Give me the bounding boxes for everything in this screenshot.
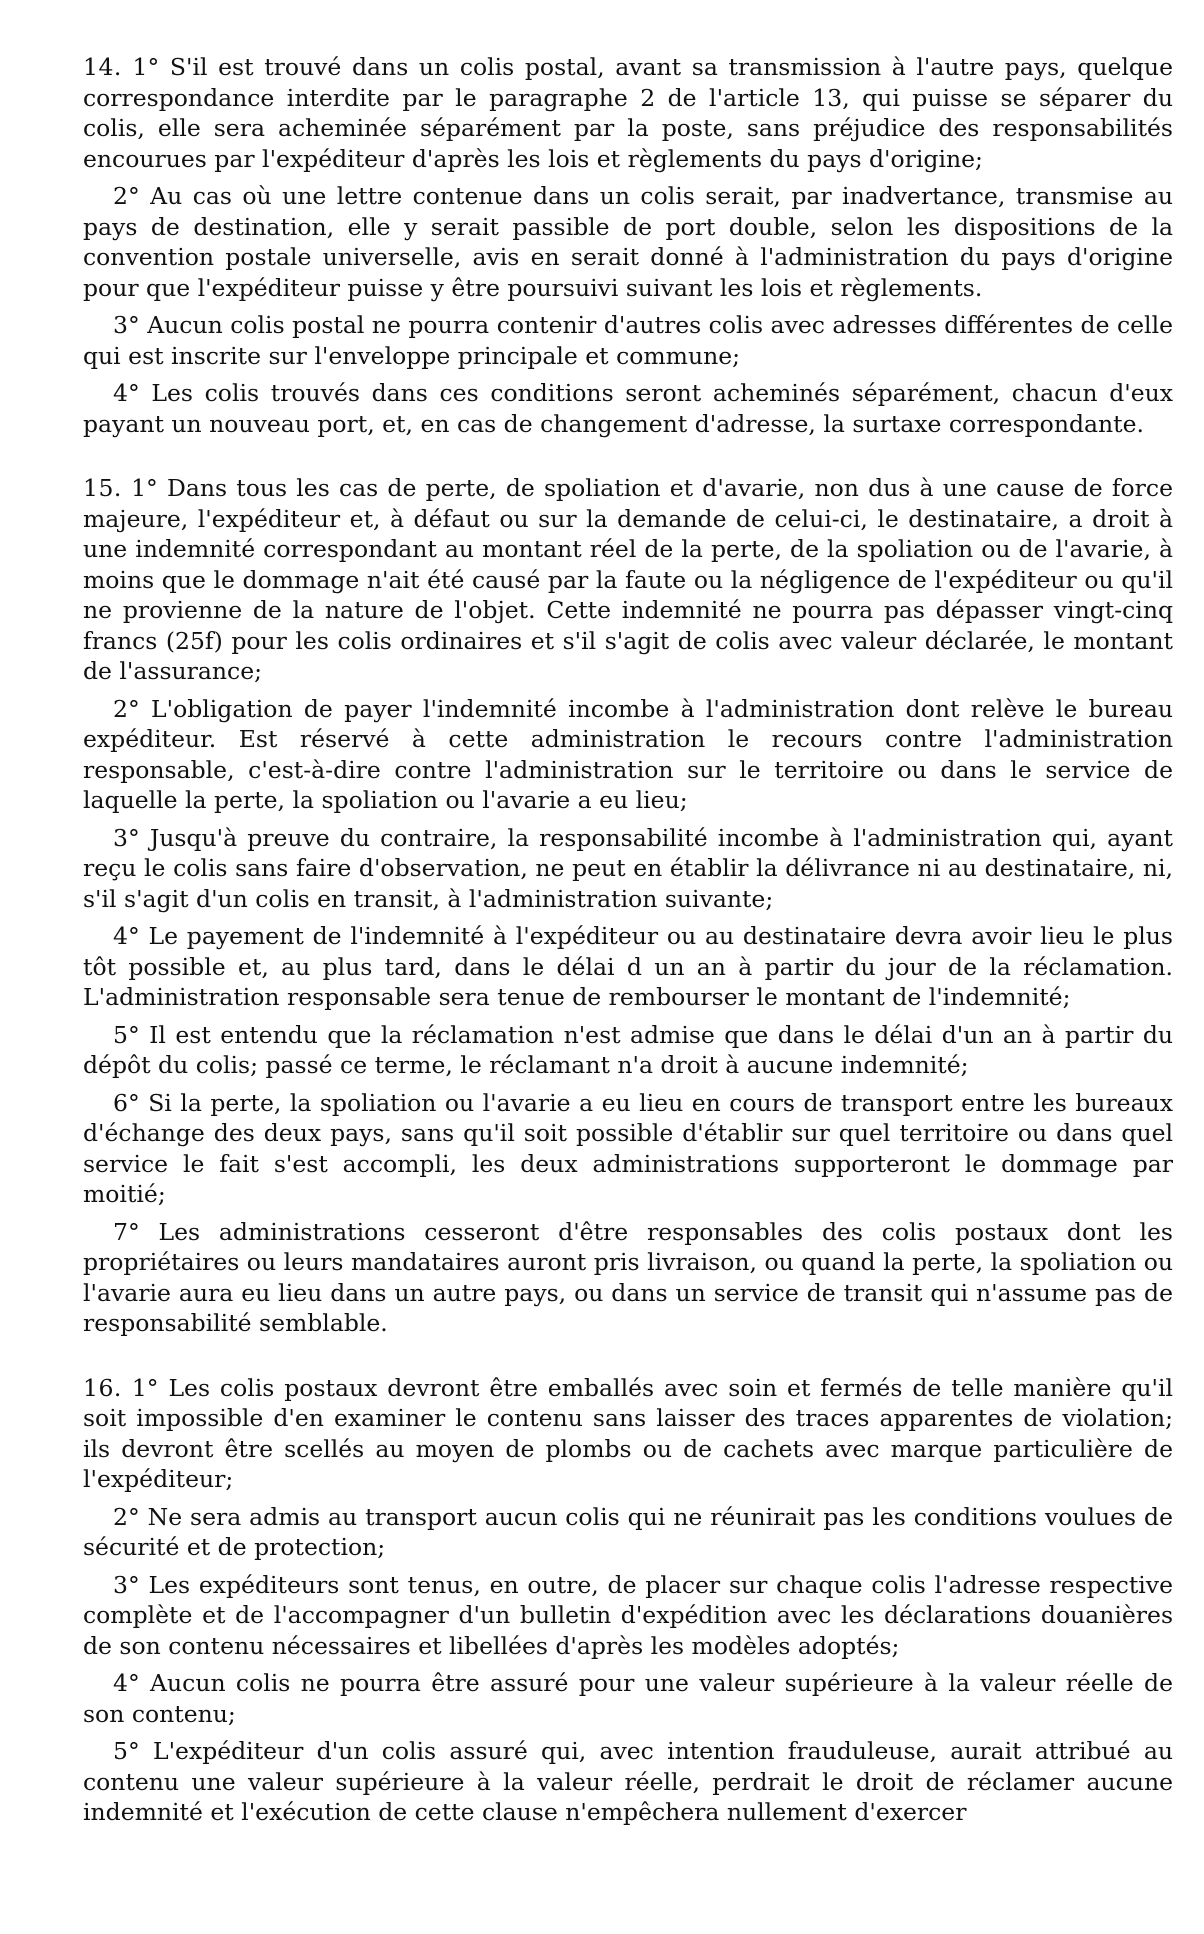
article-14 xyxy=(83,52,1173,439)
article-16-paragraph-2: 2° Ne sera admis au transport aucun colis qui ne réunirait pas les conditions voulues de sécurité et de protection; xyxy=(83,1502,1173,1561)
article-14-paragraph-4: 4° Les colis trouvés dans ces conditions seront acheminés séparément, chacun d'eux payant un nouveau port, et, en cas de changement d'adresse, la surtaxe correspondante. xyxy=(83,379,1173,438)
article-16-paragraph-1 xyxy=(83,1373,1173,1495)
article-16-paragraph-5: 5° L'expéditeur d'un colis assuré qui, avec intention frauduleuse, aurait attribué au contenu une valeur supérieure à la valeur réelle, perdrait le droit de réclamer aucune indemnité et l'exécution de cette clause n'empêchera nullement d'exercer xyxy=(83,1737,1173,1826)
article-14-paragraph-1 xyxy=(83,52,1173,174)
article-15-paragraph-6: 6° Si la perte, la spoliation ou l'avarie a eu lieu en cours de transport entre les bureaux d'échange des deux pays, sans qu'il soit possible d'établir sur quel territoire ou dans quel service le fait s'est accompli, les deux administrations supporteront le dommage par moitié; xyxy=(83,1088,1173,1208)
article-16-paragraph-1-text: 1° Les colis postaux devront être emballés avec soin et fermés de telle manière qu'il soit impossible d'en examiner le contenu sans laisser des traces apparentes de violation; ils devront être scellés au moyen de plombs ou de cachets avec marque particulière de l'expéditeur; xyxy=(83,1373,1173,1493)
article-14-number: 14. xyxy=(83,53,122,81)
article-15-paragraph-2: 2° L'obligation de payer l'indemnité incombe à l'administration dont relève le bureau expéditeur. Est réservé à cette administration le recours contre l'administration responsable, c'est-à-dire contre l'administration sur le territoire ou dans le service de laquelle la perte, la spoliation ou l'avarie a eu lieu; xyxy=(83,694,1173,814)
article-15-paragraph-5: 5° Il est entendu que la réclamation n'est admise que dans le délai d'un an à partir du dépôt du colis; passé ce terme, le réclamant n'a droit à aucune indemnité; xyxy=(83,1020,1173,1079)
article-15-paragraph-1-text: 1° Dans tous les cas de perte, de spoliation et d'avarie, non dus à une cause de force majeure, l'expéditeur et, à défaut ou sur la demande de celui-ci, le destinataire, a droit à une indemnité correspondant au montant réel de la perte, de la spoliation ou de l'avarie, à moins que le dommage n'ait été causé par la faute ou la négligence de l'expéditeur ou qu'il ne provienne de la nature de l'objet. Cette indemnité ne pourra pas dépasser vingt-cinq francs (25f) pour les colis ordinaires et s'il s'agit de colis avec valeur déclarée, le montant de l'assurance; xyxy=(83,474,1173,685)
article-14-paragraph-2: 2° Au cas où une lettre contenue dans un colis serait, par inadvertance, transmise au pays de destination, elle y serait passible de port double, selon les dispositions de la convention postale universelle, avis en serait donné à l'administration du pays d'origine pour que l'expéditeur puisse y être poursuivi suivant les lois et règlements. xyxy=(83,182,1173,302)
article-15-paragraph-1 xyxy=(83,473,1173,687)
article-14-paragraph-3: 3° Aucun colis postal ne pourra contenir d'autres colis avec adresses différentes de celle qui est inscrite sur l'enveloppe principale et commune; xyxy=(83,311,1173,370)
article-16-paragraph-3: 3° Les expéditeurs sont tenus, en outre, de placer sur chaque colis l'adresse respective complète et de l'accompagner d'un bulletin d'expédition avec les déclarations douanières de son contenu nécessaires et libellées d'après les modèles adoptés; xyxy=(83,1570,1173,1660)
article-16 xyxy=(83,1373,1173,1828)
article-15-paragraph-3: 3° Jusqu'à preuve du contraire, la responsabilité incombe à l'administration qui, ayant reçu le colis sans faire d'observation, ne peut en établir la délivrance ni au destinataire, ni, s'il s'agit d'un colis en transit, à l'administration suivante; xyxy=(83,823,1173,913)
article-15 xyxy=(83,473,1173,1339)
article-14-paragraph-1-text: 1° S'il est trouvé dans un colis postal, avant sa transmission à l'autre pays, quelque correspondance interdite par le paragraphe 2 de l'article 13, qui puisse se séparer du colis, elle sera acheminée séparément par la poste, sans préjudice des responsabilités encourues par l'expéditeur d'après les lois et règlements du pays d'origine; xyxy=(83,53,1173,173)
article-16-number: 16. xyxy=(83,1373,122,1402)
article-16-paragraph-4: 4° Aucun colis ne pourra être assuré pour une valeur supérieure à la valeur réelle de son contenu; xyxy=(83,1669,1173,1728)
article-15-paragraph-4: 4° Le payement de l'indemnité à l'expéditeur ou au destinataire devra avoir lieu le plus tôt possible et, au plus tard, dans le délai d un an à partir du jour de la réclamation. L'administration responsable sera tenue de rembourser le montant de l'indemnité; xyxy=(83,922,1173,1011)
article-15-paragraph-7: 7° Les administrations cesseront d'être responsables des colis postaux dont les propriétaires ou leurs mandataires auront pris livraison, ou quand la perte, la spoliation ou l'avarie aura eu lieu dans un autre pays, ou dans un service de transit qui n'assume pas de responsabilité semblable. xyxy=(83,1217,1173,1337)
document-page xyxy=(83,52,1173,1835)
article-15-number: 15. xyxy=(83,474,122,502)
